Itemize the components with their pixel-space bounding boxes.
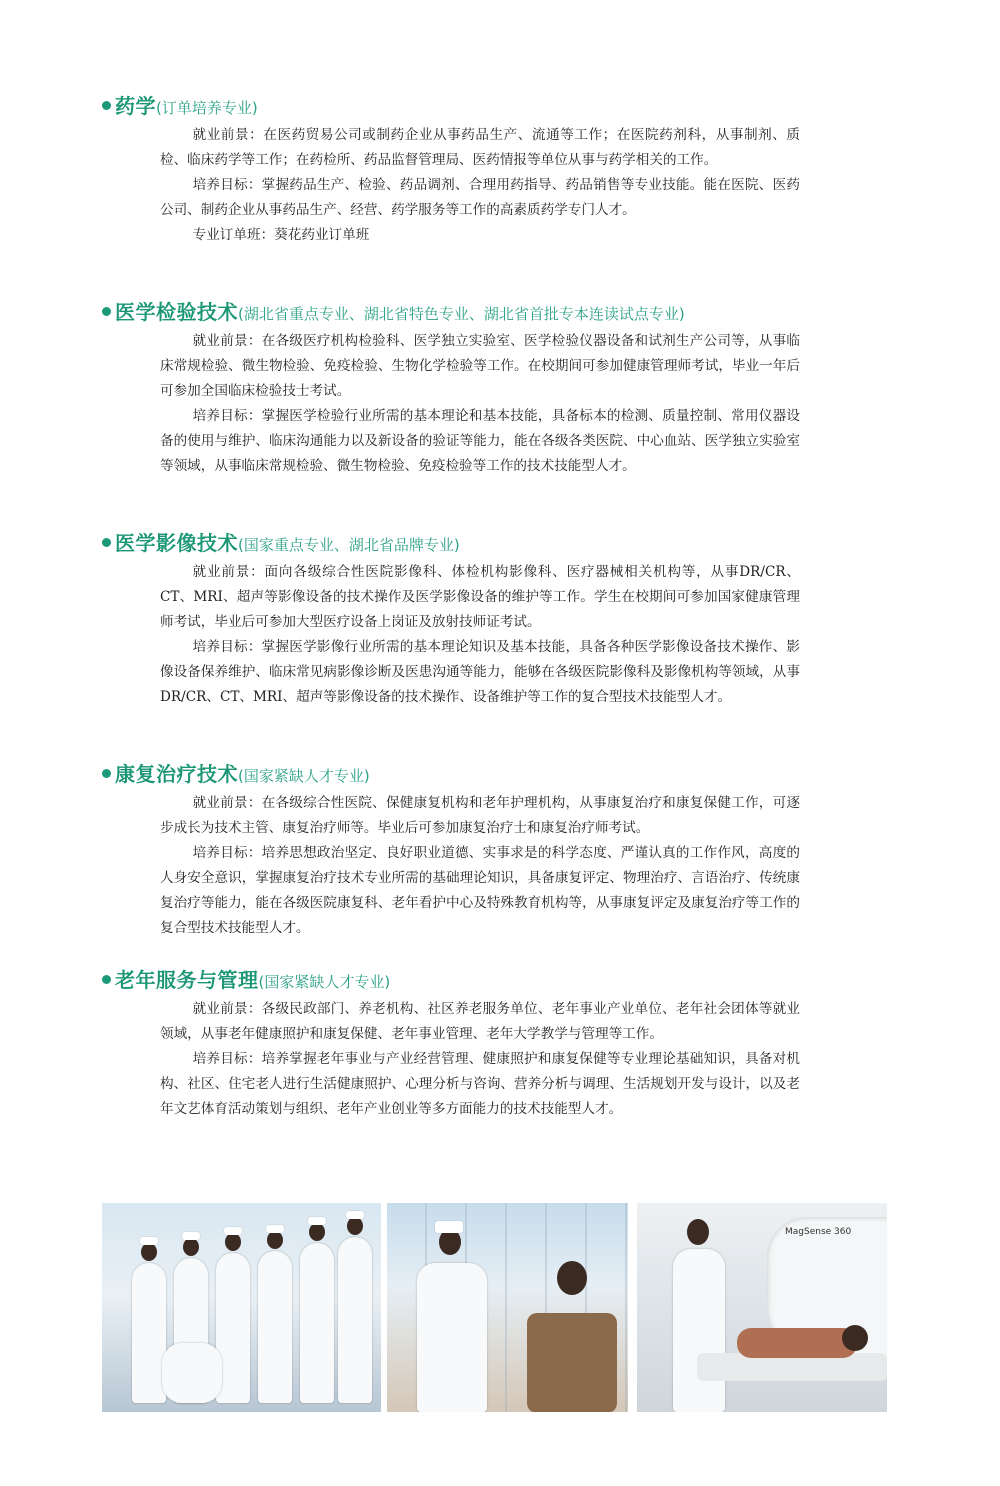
paragraph: 培养目标：掌握药品生产、检验、药品调剂、合理用药指导、药品销售等专业技能。能在医院、医药公司、制药企业从事药品生产、经营、药学服务等工作的高素质药学专门人才。 [160,177,800,218]
paragraph: 培养目标：掌握医学影像行业所需的基本理论知识及基本技能，具备各种医学影像设备技术操作、影像设备保养维护、临床常见病影像诊断及医患沟通等能力，能够在各级医院影像科及影像机构等领域，从事DR/CR、CT、MRI、超声等影像设备的技术操作、设备维护等工作的复合型技术技能型人才。 [160,639,800,705]
bullet-dot-icon [102,101,111,110]
photo-strip [102,1203,887,1412]
section-title: 药学 [115,94,156,118]
section-subtitle: ( 国家紧缺人才专业 ) [259,971,391,992]
mri-scan-photo [637,1203,887,1412]
section-subtitle: ( 国家重点专业、湖北省品牌专业 ) [238,534,460,555]
paragraph: 就业前景：在各级医疗机构检验科、医学独立实验室、医学检验仪器设备和试剂生产公司等，从事临床常规检验、微生物检验、免疫检验、生物化学检验等工作。在校期间可参加健康管理师考试，毕业一年后可参加全国临床检验技士考试。 [160,333,800,399]
paragraph: 培养目标：培养掌握老年事业与产业经营管理、健康照护和康复保健等专业理论基础知识，具备对机构、社区、住宅老人进行生活健康照护、心理分析与咨询、营养分析与调理、生活规划开发与设计，以及老年文艺体育活动策划与组织、老年产业创业等多方面能力的技术技能型人才。 [160,1051,800,1117]
section-body [160,791,800,941]
bullet-dot-icon [102,307,111,316]
paragraph: 就业前景：面向各级综合性医院影像科、体检机构影像科、医疗器械相关机构等，从事DR/CR、CT、MRI、超声等影像设备的技术操作及医学影像设备的维护等工作。学生在校期间可参加国家健康管理师考试，毕业后可参加大型医疗设备上岗证及放射技师证考试。 [160,564,800,630]
paragraph: 就业前景：各级民政部门、养老机构、社区养老服务单位、老年事业产业单位、老年社会团体等就业领域，从事老年健康照护和康复保健、老年事业管理、老年大学教学与管理等工作。 [160,1001,800,1042]
section-subtitle: ( 订单培养专业 ) [156,97,258,118]
paragraph: 培养目标：培养思想政治坚定、良好职业道德、实事求是的科学态度、严谨认真的工作作风，高度的人身安全意识，掌握康复治疗技术专业所需的基础理论知识，具备康复评定、物理治疗、言语治疗、传统康复治疗等能力，能在各级医院康复科、老年看护中心及特殊教育机构等，从事康复评定及康复治疗等工作的复合型技术技能型人才。 [160,845,800,936]
section-subtitle: ( 湖北省重点专业、湖北省特色专业、湖北省首批专本连读试点专业 ) [238,303,685,324]
section-title: 医学影像技术 [115,531,238,555]
section-title: 老年服务与管理 [115,968,259,992]
section-pharmacy [102,90,802,248]
section-title: 康复治疗技术 [115,762,238,786]
section-body [160,560,800,710]
section-heading [102,527,802,556]
paragraph: 培养目标：掌握医学检验行业所需的基本理论和基本技能，具备标本的检测、质量控制、常用仪器设备的使用与维护、临床沟通能力以及新设备的验证等能力，能在各级各类医院、中心血站、医学独立实验室等领域，从事临床常规检验、微生物检验、免疫检验等工作的技术技能型人才。 [160,408,800,474]
paragraph: 就业前景：在医药贸易公司或制药企业从事药品生产、流通等工作；在医院药剂科，从事制剂、质检、临床药学等工作；在药检所、药品监督管理局、医药情报等单位从事与药学相关的工作。 [160,127,800,168]
nursing-students-photo [102,1203,381,1412]
section-body [160,997,800,1122]
nurse-patient-photo [387,1203,628,1412]
section-rehabilitation [102,758,802,941]
bullet-dot-icon [102,769,111,778]
section-medical-imaging [102,527,802,710]
section-body [160,123,800,248]
paragraph: 就业前景：在各级综合性医院、保健康复机构和老年护理机构，从事康复治疗和康复保健工作，可逐步成长为技术主管、康复治疗师等。毕业后可参加康复治疗士和康复治疗师考试。 [160,795,800,836]
section-heading [102,296,802,325]
section-heading [102,964,802,993]
section-heading [102,90,802,119]
section-title: 医学检验技术 [115,300,238,324]
section-subtitle: ( 国家紧缺人才专业 ) [238,765,370,786]
paragraph: 专业订单班：葵花药业订单班 [192,227,370,243]
section-body [160,329,800,479]
bullet-dot-icon [102,538,111,547]
machine-label: MagSense 360 [785,1227,852,1237]
section-heading [102,758,802,787]
section-medical-lab [102,296,802,479]
section-elderly-care [102,964,802,1122]
bullet-dot-icon [102,975,111,984]
